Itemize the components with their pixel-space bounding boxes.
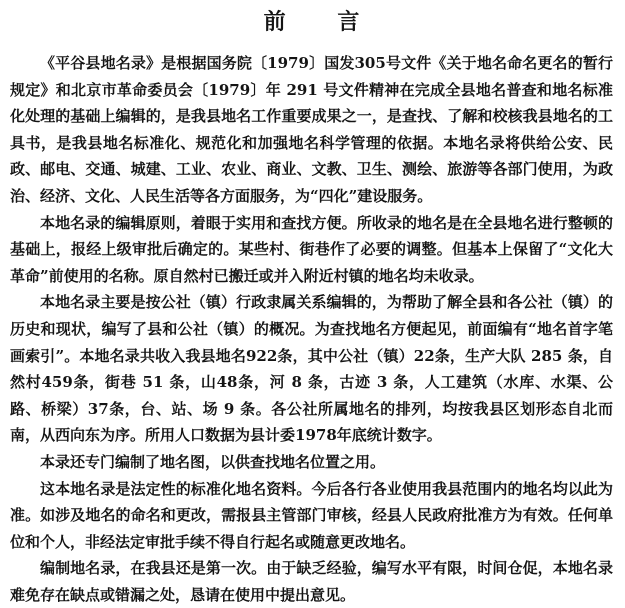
paragraph-4: 本录还专门编制了地名图，以供查找地名位置之用。 xyxy=(40,452,386,471)
paragraph-3: 本地名录主要是按公社（镇）行政隶属关系编辑的，为帮助了解全县和各公社（镇）的历史和现状，编写了县和公社（镇）的概况。为查找地名方便起见，前面编有“地名首字笔画索引”。本地名录共收入我县地名922条，其中公社（镇）22条，生产大队 285 条，自然村459条，街巷 51 条，山48条，河 8 条，古迹 3 条，人工建筑（水库、水渠、公路、桥梁）37条，台、站、场 9 条。各公社所属地名的排列，均按我县区划形态自北而南，从西向东为序。所用人口数据为县计委1978年底统计数字。 xyxy=(10,293,613,445)
paragraph-1: 《平谷县地名录》是根据国务院〔1979〕国发305号文件《关于地名命名更名的暂行规定》和北京市革命委员会〔1979〕年 291 号文件精神在完成全县地名普查和地名标准化处理的基础上编辑的，是我县地名工作重要成果之一，是查找、了解和校核我县地名的工具书，是我县地名标准化、规范化和加强地名科学管理的依据。本地名录将供给公安、民政、邮电、交通、城建、工业、农业、商业、文教、卫生、测绘、旅游等各部门使用，为政治、经济、文化、人民生活等各方面服务，为“四化”建设服务。 xyxy=(10,54,613,205)
preface-body xyxy=(10,50,613,608)
paragraph-5: 这本地名录是法定性的标准化地名资料。今后各行各业使用我县范围内的地名均以此为准。如涉及地名的命名和更改，需报县主管部门审核，经县人民政府批准方为有效。任何单位和个人，非经法定审批手续不得自行起名或随意更改地名。 xyxy=(10,479,613,551)
paragraph-6: 编制地名录，在我县还是第一次。由于缺乏经验，编写水平有限，时间仓促，本地名录难免存在缺点或错漏之处，恳请在使用中提出意见。 xyxy=(10,559,613,604)
page-title: 前 言 xyxy=(263,9,382,35)
paragraph-2: 本地名录的编辑原则，着眼于实用和查找方便。所收录的地名是在全县地名进行整顿的基础上，报经上级审批后确定的。某些村、街巷作了必要的调整。但基本上保留了“文化大革命”前使用的名称。原自然村已搬迁或并入附近村镇的地名均未收录。 xyxy=(10,213,613,285)
